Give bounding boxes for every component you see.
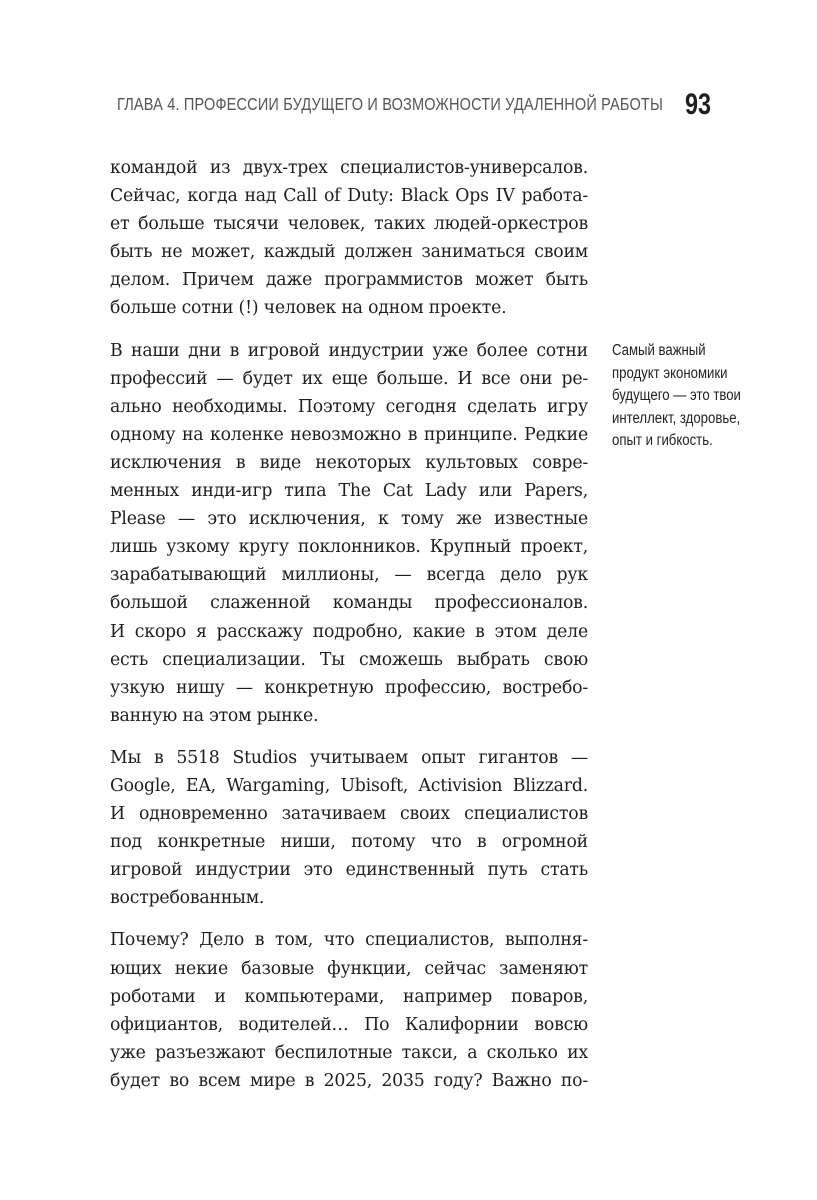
chapter-title: ГЛАВА 4. ПРОФЕССИИ БУДУЩЕГО И ВОЗМОЖНОСТИ УДАЛЕННОЙ РАБОТЫ [117, 94, 663, 114]
text-line: будет во всем мире в 2025, 2035 году? Важно по- [110, 1070, 588, 1091]
text-line: одному на коленке невозможно в принципе. Редкие [110, 424, 588, 445]
text-line: В наши дни в игровой индустрии уже более сотни [110, 340, 588, 361]
margin-note-line: продукт экономики [612, 364, 728, 382]
text-line: официантов, водителей… По Калифорнии вовсю [110, 1014, 588, 1035]
margin-note-line: будущего — это твои [612, 387, 741, 404]
text-line: быть не может, каждый должен заниматься своим [110, 242, 588, 263]
text-line: есть специализации. Ты сможешь выбрать свою [110, 649, 588, 670]
main-text [110, 154, 588, 1109]
text-line: делом. Причем даже программистов может быть [110, 270, 588, 291]
page-number: 93 [685, 88, 712, 121]
paragraph-4 [110, 926, 588, 1095]
text-line: узкую нишу — конкретную профессию, востребо- [110, 677, 588, 698]
text-line: роботами и компьютерами, например поваров, [110, 986, 588, 1007]
paragraph-3 [110, 744, 588, 913]
text-line: ванную на этом рынке. [110, 705, 319, 726]
text-line: Google, EA, Wargaming, Ubisoft, Activision Blizzard. [110, 775, 588, 796]
text-line: востребованным. [110, 888, 265, 909]
margin-note-line: опыт и гибкость. [612, 432, 713, 449]
text-line: менных инди-игр типа The Cat Lady или Papers, [110, 481, 588, 502]
text-line: игровой индустрии это единственный путь стать [110, 860, 588, 881]
paragraph-1 [110, 154, 588, 323]
text-line: исключения в виде некоторых культовых совре- [110, 452, 588, 473]
text-line: профессий — будет их еще больше. И все они ре- [110, 368, 588, 389]
text-line: Please — это исключения, к тому же известные [110, 509, 588, 530]
text-line: больше сотни (!) человек на одном проекте. [110, 298, 507, 319]
text-line: уже разъезжают беспилотные такси, а сколько их [110, 1042, 588, 1063]
text-line: зарабатывающий миллионы, — всегда дело рук [110, 565, 588, 586]
text-line: ально необходимы. Поэтому сегодня сделать игру [110, 396, 588, 417]
margin-note-line: Самый важный [612, 342, 706, 359]
text-line: Сейчас, когда над Call of Duty: Black Ops IV работа- [110, 186, 588, 207]
text-line: Почему? Дело в том, что специалистов, выполня- [110, 930, 588, 951]
text-line: под конкретные ниши, потому что в огромной [110, 832, 588, 853]
paragraph-2 [110, 337, 588, 730]
text-line: И одновременно затачиваем своих специалистов [110, 804, 588, 825]
text-line: ющих некие базовые функции, сейчас заменяют [110, 958, 588, 979]
text-line: ет больше тысячи человек, таких людей-оркестров [110, 214, 588, 235]
text-line: Мы в 5518 Studios учитываем опыт гигантов — [110, 747, 588, 768]
running-head [117, 90, 717, 120]
margin-note-line: интеллект, здоровье, [612, 409, 741, 427]
margin-note [612, 340, 787, 453]
text-line: командой из двух-трех специалистов-универсалов. [110, 158, 588, 178]
text-line: И скоро я расскажу подробно, какие в этом деле [110, 621, 588, 642]
text-line: лишь узкому кругу поклонников. Крупный проект, [110, 537, 588, 558]
text-line: большой слаженной команды профессионалов. [110, 593, 588, 614]
